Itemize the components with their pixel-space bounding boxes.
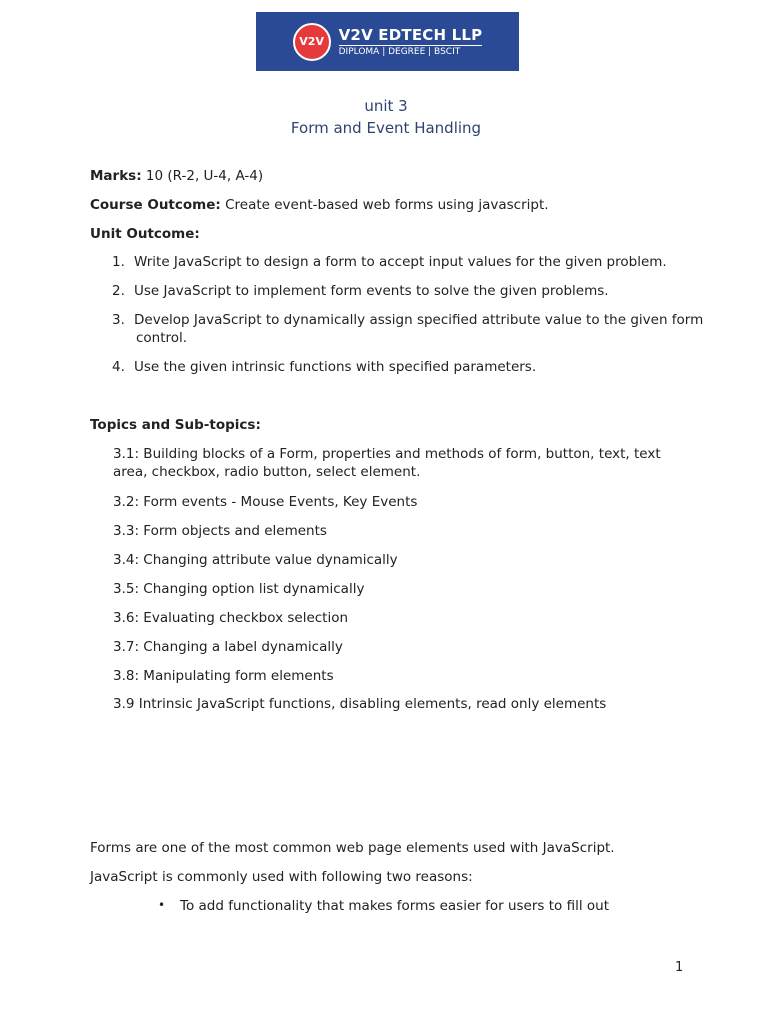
brand-subtitle: DIPLOMA | DEGREE | BSCIT [339,45,483,58]
bullet-icon: • [158,898,166,912]
brand-name: V2V EDTECH LLP [338,25,483,44]
unit-title: unit 3 [364,97,408,115]
unit-outcome-item [112,311,716,347]
item-text: Use the given intrinsic functions with specified parameters. [134,359,537,375]
body-paragraph: Forms are one of the most common web page elements used with JavaScript. [90,840,615,856]
course-outcome-line [90,196,549,214]
item-number: 4. [112,359,125,375]
marks-label: Marks: [90,168,142,184]
topics-label: Topics and Sub-topics: [90,417,261,433]
topic-item: 3.9 Intrinsic JavaScript functions, disabling elements, read only elements [113,696,607,712]
item-text: Use JavaScript to implement form events to solve the given problems. [134,283,609,299]
bullet-item: To add functionality that makes forms easier for users to fill out [180,898,609,914]
item-number: 3. [112,312,125,328]
unit-outcome-item [112,358,536,376]
brand-text [339,26,483,58]
topic-item: 3.5: Changing option list dynamically [113,581,365,597]
unit-outcome-item [112,253,667,271]
topic-item: 3.7: Changing a label dynamically [113,639,343,655]
marks-value: 10 (R-2, U-4, A-4) [145,168,264,184]
body-paragraph: JavaScript is commonly used with following two reasons: [90,869,473,885]
topic-item: 3.4: Changing attribute value dynamically [113,552,398,568]
item-text: Write JavaScript to design a form to accept input values for the given problem. [134,254,667,270]
topic-item: 3.8: Manipulating form elements [113,668,334,684]
page-title [0,95,768,139]
item-text: Develop JavaScript to dynamically assign specified attribute value to the given form control. [134,312,704,346]
course-outcome-label: Course Outcome: [90,197,221,213]
marks-line [90,167,263,185]
logo-mark: V2V [299,35,324,48]
topic-item: 3.3: Form objects and elements [113,523,327,539]
item-number: 2. [112,283,125,299]
logo-icon [293,23,331,61]
header-banner [256,12,519,71]
unit-outcome-label: Unit Outcome: [90,226,200,242]
topic-item: 3.2: Form events - Mouse Events, Key Events [113,494,418,510]
course-outcome-value: Create event-based web forms using javascript. [225,197,549,213]
topic-item: 3.6: Evaluating checkbox selection [113,610,349,626]
item-number: 1. [112,254,125,270]
unit-name: Form and Event Handling [290,119,482,137]
unit-outcome-item [112,282,609,300]
page-number: 1 [675,960,684,975]
topic-item: 3.1: Building blocks of a Form, properties and methods of form, button, text, text area, checkbox, radio button, select element. [113,446,661,480]
